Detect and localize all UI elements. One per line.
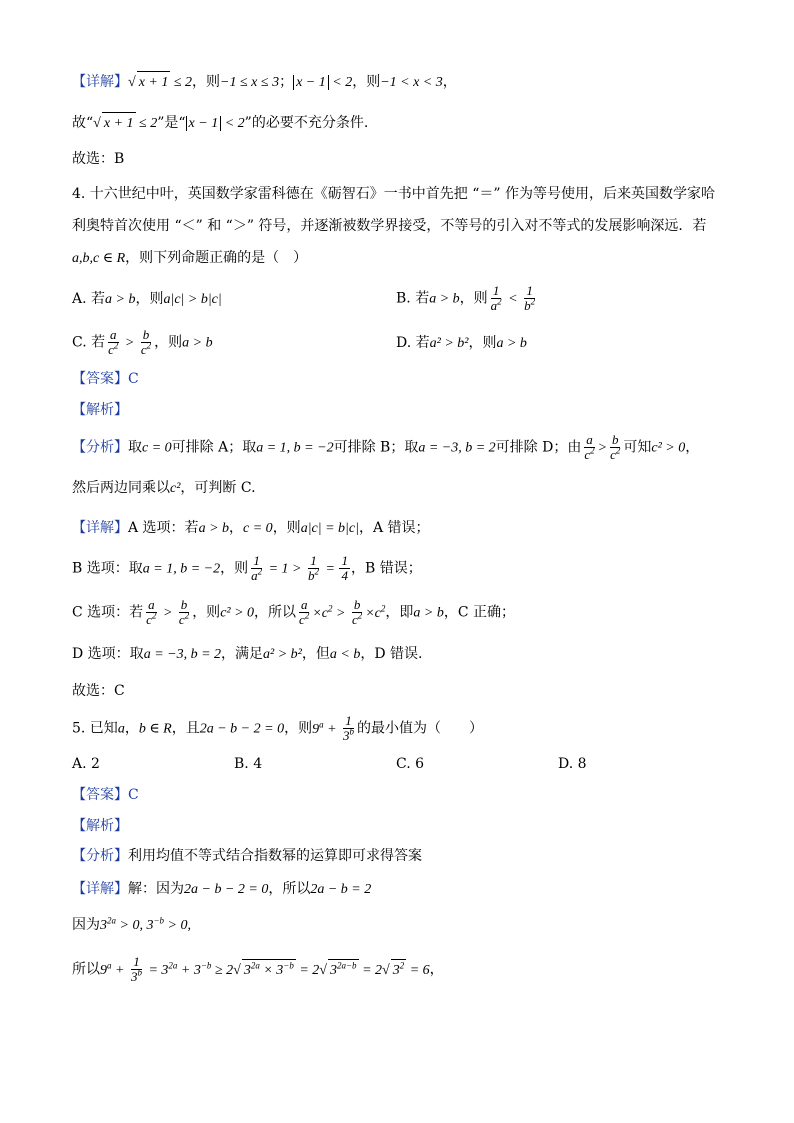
q5-option-a: A. 2	[72, 756, 100, 772]
detail-line-q3: 【详解】√ x + 1 ≤ 2，则−1 ≤ x ≤ 3； x − 1 < 2，则−1 < x < 3，	[72, 71, 457, 94]
q4-detail-b: B 选项：取a = 1, b = −2，则 $\frac{1}{a^2}$ = 1 > $\frac{1}{b^2}$ = $\frac{1}{4}$ ，B 错误；	[72, 553, 422, 583]
q4-analysis-tag: 【解析】	[72, 402, 128, 418]
q5-answer: 【答案】C	[72, 787, 139, 803]
q4-fenxi-line1: 【分析】取c = 0可排除 A；取a = 1, b = −2可排除 B；取a = −3, b = 2可排除 D；由 $\frac{a}{c^2}$ > $\frac{b}{c^2}$ 可知c² > 0，	[72, 432, 700, 462]
q4-pick: 故选：C	[72, 683, 125, 699]
q4-detail-a: 【详解】A 选项：若a > b，c = 0，则a|c| = b|c|，A 错误；	[72, 520, 430, 536]
q4-option-d: D. 若a² > b²，则a > b	[396, 335, 527, 351]
q4-stem-line1: 4. 十六世纪中叶，英国数学家雷科德在《砺智石》一书中首先把 “＝” 作为等号使用，后来英国数学家哈	[72, 186, 716, 202]
q4-fenxi-line2: 然后两边同乘以c²，可判断 C.	[72, 480, 256, 496]
q5-option-d: D. 8	[558, 756, 587, 772]
q5-fenxi: 【分析】利用均值不等式结合指数幂的运算即可求得答案	[72, 848, 422, 864]
q5-detail-2: 因为$3^{2a} > 0$, $3^{-b} > 0$,	[72, 915, 191, 933]
pick-line-q3: 故选：B	[72, 151, 125, 167]
q5-stem: 5. 已知a，b ∈ R，且2a − b − 2 = 0，则$9^a$ + $\frac{1}{3^b}$ 的最小值为（ ）	[72, 713, 484, 743]
q5-option-b: B. 4	[234, 756, 263, 772]
q4-detail-d: D 选项：取a = −3, b = 2，满足a² > b²，但a < b，D 错误.	[72, 646, 423, 662]
q5-detail-1: 【详解】解：因为2a − b − 2 = 0，所以2a − b = 2	[72, 881, 372, 897]
detail-tag: 【详解】	[72, 74, 128, 90]
q5-option-c: C. 6	[396, 756, 425, 772]
q5-detail-3: 所以$9^a$ + $\frac{1}{3^b}$ = $3^{2a} + 3^{-b} \ge 2√$ $3^{2a} \times 3^{-b} = 2√$ $3^{2a-b} = 2√$ $3^2 = 6$，	[72, 954, 444, 984]
conclusion-line-q3: 故“√ x + 1 ≤ 2”是“ x − 1 < 2”的必要不充分条件.	[72, 112, 368, 135]
math-sqrt-ineq: √ x + 1 ≤ 2	[128, 75, 192, 90]
q4-option-c: C. 若 $\frac{a}{c^2}$ > $\frac{b}{c^2}$ ，则a > b	[72, 327, 213, 357]
q5-analysis-tag: 【解析】	[72, 818, 128, 834]
q4-option-b: B. 若a > b，则 $\frac{1}{a^2}$ < $\frac{1}{b^2}$	[396, 283, 536, 313]
q4-option-a: A. 若a > b，则a|c| > b|c|	[72, 291, 222, 307]
q4-detail-c: C 选项：若 $\frac{a}{c^2}$ > $\frac{b}{c^2}$ ，则c² > 0，所以 $\frac{a}{c^2}$ $\times c^2$ > $\frac{b}{c^2}$ $\times c^2$，即a > b，C 正确；	[72, 597, 516, 627]
q4-stem-line2: 利奥特首次使用 “＜” 和 “＞” 符号，并逐渐被数学界接受，不等号的引入对不等式的发展影响深远．若	[72, 218, 707, 234]
q4-stem-line3: a,b,c ∈ R，则下列命题正确的是（ ）	[72, 250, 308, 266]
q4-answer: 【答案】C	[72, 371, 139, 387]
